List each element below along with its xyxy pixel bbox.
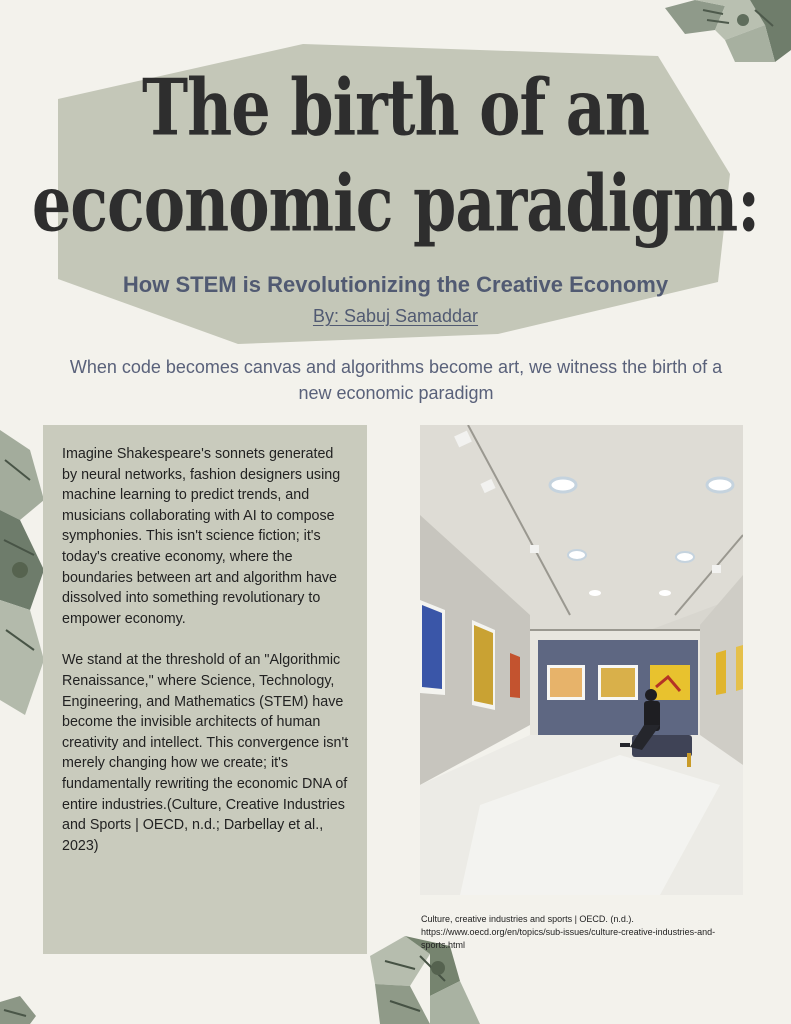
title-line-1: The birth of an [142,62,649,154]
lede-text: When code becomes canvas and algorithms become art, we witness the birth of a new economic paradigm [69,357,723,403]
author-name: By: Sabuj Samaddar [312,306,479,326]
art-gallery-photo-icon [420,425,743,895]
image-caption: Culture, creative industries and sports | OECD. (n.d.). https://www.oecd.org/en/topics/sub-issues/culture-creative-industries-and-sports.html [421,914,716,950]
body-paragraph-2: We stand at the threshold of an "Algorithmic Renaissance," where Science, Technology, Engineering, and Mathematics (STEM) have become the invisible architects of human creativity and intellect. This convergence isn't merely changing how we create; it's fundamentally rewriting the economic DNA of entire industries.(Culture, Creative Industries and Sports | OECD, n.d.; Darbellay et al., 2023) [62,652,349,854]
byline [0,306,791,327]
title-line-2: ecconomic paradigm: [31,158,760,250]
folded-money-left-icon [0,430,44,715]
body-paragraph-1: Imagine Shakespeare's sonnets generated by neural networks, fashion designers using machine learning to predict trends, and musicians collaborating with AI to compose symphonies. This isn't science fiction; it's today's creative economy, where the boundaries between art and algorithm have dissolved into something revolutionary to empower economy. [62,446,341,627]
folded-money-bottom-left-icon [0,996,36,1024]
article-text-panel [43,425,367,954]
subtitle: How STEM is Revolutionizing the Creative Economy [122,272,669,297]
